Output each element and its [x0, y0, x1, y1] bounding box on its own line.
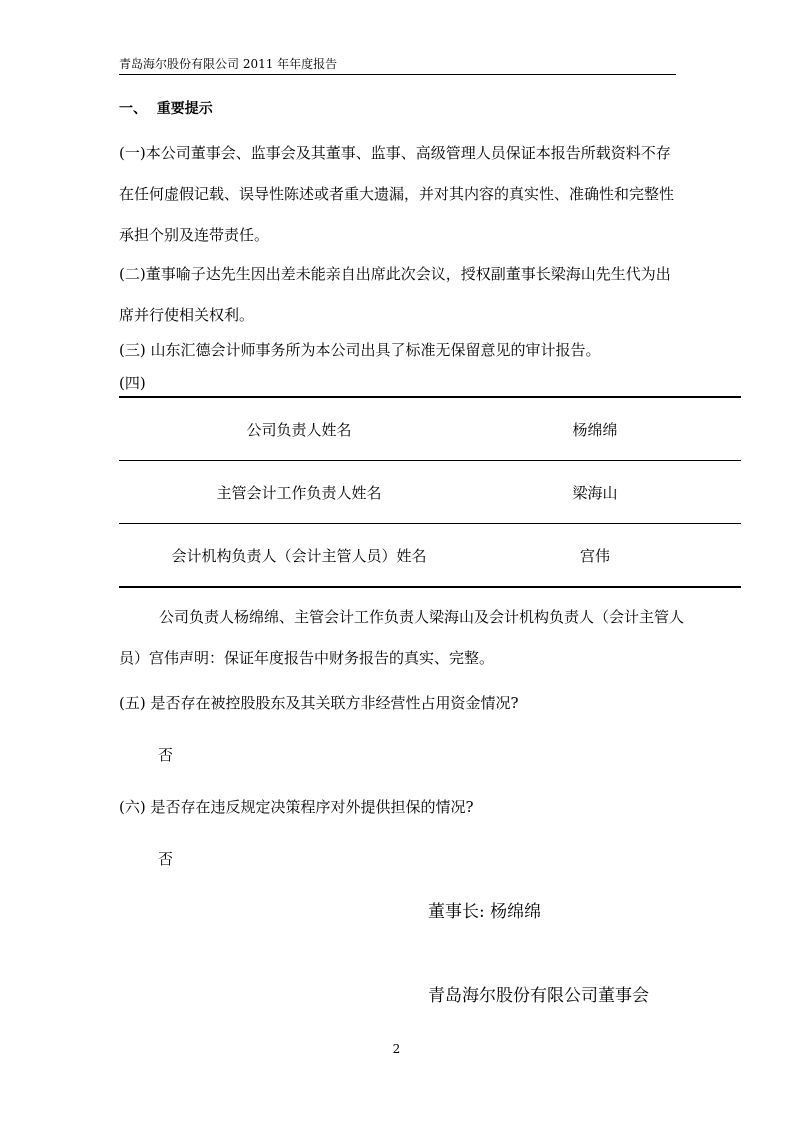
answer-6: 否	[158, 850, 174, 868]
paragraph-1: (一)本公司董事会、监事会及其董事、监事、高级管理人员保证本报告所载资料不存在任何虚假记载、误导性陈述或者重大遗漏，并对其内容的真实性、准确性和完整性承担个别及连带责任。	[119, 144, 675, 244]
answer-5: 否	[158, 746, 174, 764]
chairman-signature: 董事长: 杨绵绵	[428, 902, 542, 922]
page-number: 2	[392, 1042, 401, 1056]
paragraph-2: (二)董事喻子达先生因出差未能亲自出席此次会议，授权副董事长梁海山先生代为出席并行使相关权利。	[119, 265, 671, 324]
paragraph-3: (三) 山东汇德会计师事务所为本公司出具了标准无保留意见的审计报告。	[119, 341, 601, 359]
page-header: 青岛海尔股份有限公司 2011 年年度报告	[119, 57, 338, 71]
table-cell-value: 宫伟	[579, 547, 610, 565]
declaration-paragraph: 公司负责人杨绵绵、主管会计工作负责人梁海山及会计机构负责人（会计主管人员）宫伟声明：保证年度报告中财务报告的真实、完整。	[119, 608, 685, 667]
table-cell-label: 主管会计工作负责人姓名	[216, 484, 382, 502]
table-top-rule	[119, 396, 741, 398]
section-title: 一、 重要提示	[119, 101, 213, 117]
question-5: (五) 是否存在被控股股东及其关联方非经营性占用资金情况?	[119, 694, 519, 712]
table-bottom-rule	[119, 586, 741, 588]
table-row-divider	[119, 460, 741, 461]
question-6: (六) 是否存在违反规定决策程序对外提供担保的情况?	[119, 798, 474, 816]
board-signature: 青岛海尔股份有限公司董事会	[428, 986, 649, 1006]
table-cell-value: 梁海山	[572, 484, 618, 502]
table-cell-label: 会计机构负责人（会计主管人员）姓名	[171, 547, 427, 565]
header-divider	[119, 74, 676, 75]
table-cell-label: 公司负责人姓名	[246, 421, 352, 439]
table-cell-value: 杨绵绵	[572, 421, 618, 439]
paragraph-4: (四)	[119, 374, 146, 392]
table-row-divider	[119, 523, 741, 524]
